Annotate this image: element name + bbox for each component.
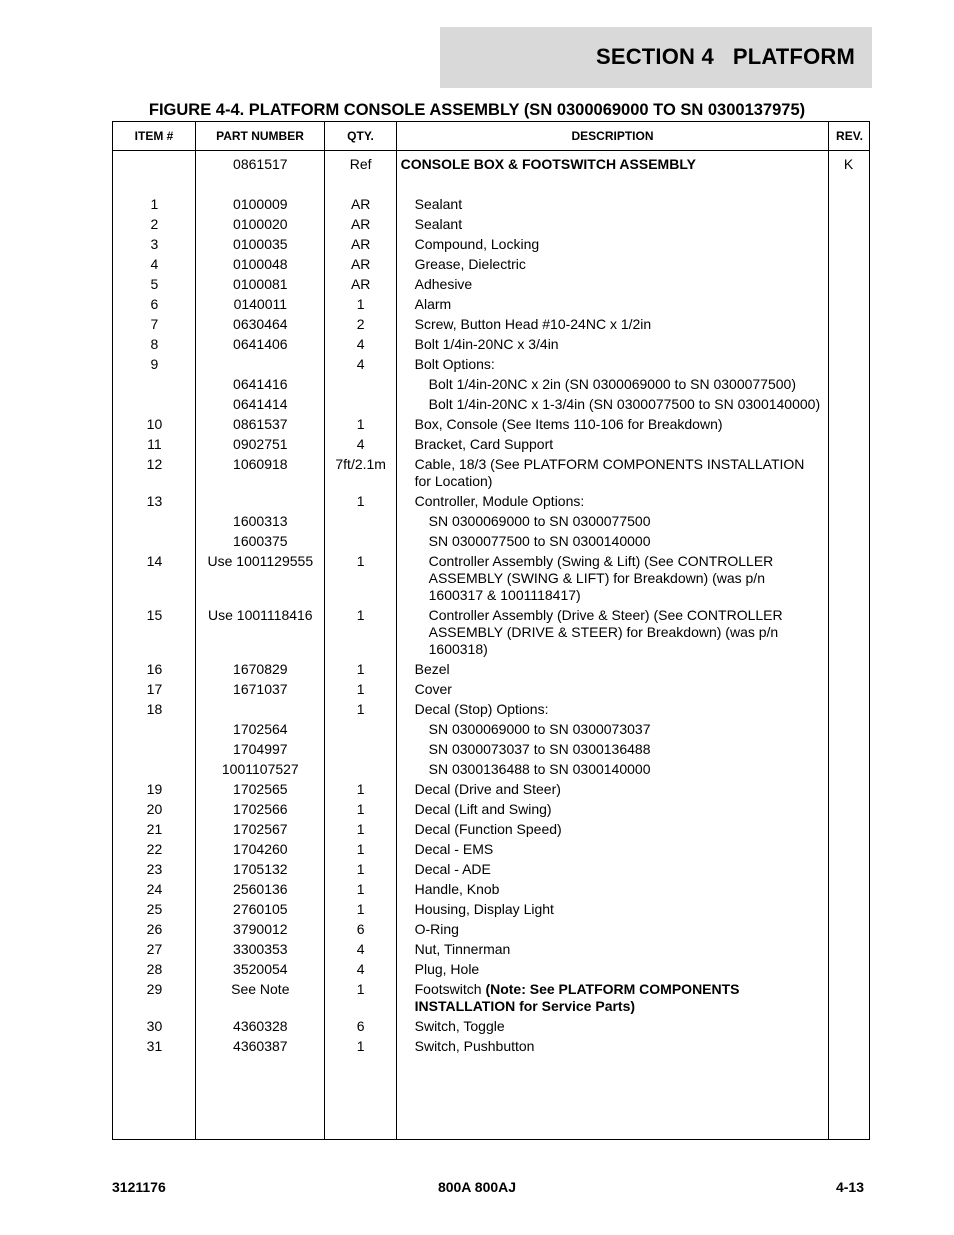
description-text: Nut, Tinnerman xyxy=(414,941,511,957)
table-row xyxy=(113,781,869,798)
description-cell xyxy=(397,901,828,918)
description-cell xyxy=(397,741,828,758)
description-cell xyxy=(397,396,828,413)
part-number-cell: 3790012 xyxy=(233,921,288,937)
qty-cell xyxy=(325,741,397,758)
table-row xyxy=(113,801,869,818)
header-rev: REV. xyxy=(836,129,863,143)
qty-cell: AR xyxy=(350,196,371,212)
qty-cell: 1 xyxy=(356,981,365,997)
description-cell xyxy=(397,1018,828,1035)
part-number-cell: 2760105 xyxy=(233,901,288,917)
description-cell xyxy=(397,533,828,550)
table-row xyxy=(113,921,869,938)
table-row xyxy=(113,493,869,510)
rev-cell xyxy=(828,921,869,938)
description-cell xyxy=(397,316,828,333)
header-description: DESCRIPTION xyxy=(571,129,654,143)
item-number-cell: 31 xyxy=(146,1038,163,1054)
description-cell xyxy=(397,356,828,373)
description-text: Decal - ADE xyxy=(414,861,491,877)
description-text: Decal (Lift and Swing) xyxy=(414,801,552,817)
item-number-cell: 17 xyxy=(146,681,163,697)
description-cell xyxy=(397,493,828,510)
qty-cell: AR xyxy=(350,256,371,272)
table-row xyxy=(113,376,869,393)
description-text: SN 0300073037 to SN 0300136488 xyxy=(428,741,651,757)
rev-cell xyxy=(828,553,869,604)
rev-cell xyxy=(828,941,869,958)
header-qty: QTY. xyxy=(347,129,374,143)
item-number-cell xyxy=(113,156,196,173)
rev-cell xyxy=(828,1038,869,1055)
qty-cell: AR xyxy=(350,276,371,292)
item-number-cell: 20 xyxy=(146,801,163,817)
rev-cell xyxy=(828,801,869,818)
rev-cell xyxy=(828,607,869,658)
table-row xyxy=(113,821,869,838)
table-row xyxy=(113,553,869,604)
description-cell xyxy=(397,761,828,778)
item-number-cell: 5 xyxy=(150,276,159,292)
rev-cell xyxy=(828,681,869,698)
qty-cell xyxy=(325,761,397,778)
rev-cell xyxy=(828,861,869,878)
qty-cell: 6 xyxy=(356,1018,365,1034)
item-number-cell: 4 xyxy=(150,256,159,272)
description-cell xyxy=(397,661,828,678)
item-number-cell: 24 xyxy=(146,881,163,897)
description-text: Sealant xyxy=(414,216,463,232)
part-number-cell: 0100020 xyxy=(233,216,288,232)
table-row xyxy=(113,607,869,658)
footer-model: 800A 800AJ xyxy=(437,1179,517,1195)
qty-cell: 1 xyxy=(356,553,365,569)
description-text: Handle, Knob xyxy=(414,881,500,897)
part-number-cell: 0100035 xyxy=(233,236,288,252)
description-text: Plug, Hole xyxy=(414,961,480,977)
item-number-cell xyxy=(113,533,196,550)
description-cell xyxy=(397,781,828,798)
table-row xyxy=(113,156,869,173)
item-number-cell: 21 xyxy=(146,821,163,837)
part-number-cell: 1702567 xyxy=(233,821,288,837)
qty-cell: 7ft/2.1m xyxy=(335,456,386,472)
description-cell xyxy=(397,861,828,878)
part-number-cell: 2560136 xyxy=(233,881,288,897)
description-text: SN 0300069000 to SN 0300077500 xyxy=(428,513,651,529)
description-text: Alarm xyxy=(414,296,452,312)
description-text: Switch, Pushbutton xyxy=(414,1038,535,1054)
description-text: Compound, Locking xyxy=(414,236,540,252)
rev-cell xyxy=(828,781,869,798)
description-cell xyxy=(397,961,828,978)
table-row xyxy=(113,256,869,273)
description-text: Bracket, Card Support xyxy=(414,436,554,452)
description-cell xyxy=(397,376,828,393)
item-number-cell: 19 xyxy=(146,781,163,797)
part-number-cell: 1702564 xyxy=(233,721,288,737)
part-number-cell: 0902751 xyxy=(233,436,288,452)
part-number-cell: 3300353 xyxy=(233,941,288,957)
part-number-cell: 0100009 xyxy=(233,196,288,212)
description-text: O-Ring xyxy=(414,921,459,937)
description-cell xyxy=(397,196,828,213)
rev-cell: K xyxy=(843,156,854,172)
item-number-cell: 16 xyxy=(146,661,163,677)
rev-cell xyxy=(828,533,869,550)
qty-cell: 1 xyxy=(356,841,365,857)
table-row xyxy=(113,1038,869,1055)
table-row xyxy=(113,296,869,313)
qty-cell: 1 xyxy=(356,681,365,697)
rev-cell xyxy=(828,901,869,918)
table-row xyxy=(113,961,869,978)
qty-cell: 1 xyxy=(356,861,365,877)
part-number-cell: 1001107527 xyxy=(221,761,299,777)
table-row xyxy=(113,721,869,738)
rev-cell xyxy=(828,513,869,530)
description-cell xyxy=(397,236,828,253)
item-number-cell xyxy=(113,761,196,778)
table-row xyxy=(113,316,869,333)
table-row xyxy=(113,533,869,550)
part-number-cell: 0641414 xyxy=(233,396,288,412)
part-number-cell: 1600375 xyxy=(233,533,288,549)
table-row xyxy=(113,416,869,433)
description-text: Decal (Function Speed) xyxy=(414,821,562,837)
part-number-cell: 0861537 xyxy=(233,416,288,432)
qty-cell: 1 xyxy=(356,881,365,897)
description-text: Controller Assembly (Swing & Lift) (See CONTROLLER ASSEMBLY (SWING & LIFT) for Breakdown) (was p/n 1600317 & 1001118417) xyxy=(428,553,774,603)
qty-cell: 1 xyxy=(356,493,365,509)
part-number-cell: 1671037 xyxy=(233,681,288,697)
description-cell xyxy=(397,216,828,233)
rev-cell xyxy=(828,296,869,313)
header-part-number: PART NUMBER xyxy=(216,129,304,143)
header-item: ITEM # xyxy=(134,129,174,143)
qty-cell: 1 xyxy=(356,1038,365,1054)
part-number-cell: 4360387 xyxy=(233,1038,288,1054)
description-text: Bezel xyxy=(414,661,450,677)
item-number-cell: 3 xyxy=(150,236,159,252)
description-text: Grease, Dielectric xyxy=(414,256,526,272)
description-cell xyxy=(397,721,828,738)
table-row xyxy=(113,436,869,453)
item-number-cell: 13 xyxy=(146,493,163,509)
description-text: Controller, Module Options: xyxy=(414,493,585,509)
table-row xyxy=(113,196,869,213)
part-number-cell: 1670829 xyxy=(233,661,288,677)
table-row xyxy=(113,761,869,778)
description-cell xyxy=(397,416,828,433)
description-text: Adhesive xyxy=(414,276,473,292)
section-title: SECTION 4 PLATFORM xyxy=(595,44,855,69)
part-number-cell: 1600313 xyxy=(233,513,288,529)
table-row xyxy=(113,861,869,878)
description-cell xyxy=(397,681,828,698)
description-text: Cable, 18/3 (See PLATFORM COMPONENTS INSTALLATION for Location) xyxy=(414,456,805,489)
description-note: (Note: See PLATFORM COMPONENTS INSTALLATION for Service Parts) xyxy=(414,981,740,1014)
part-number-cell xyxy=(196,356,325,373)
footer-doc-number: 3121176 xyxy=(112,1179,166,1195)
qty-cell: 4 xyxy=(356,941,365,957)
description-text: Housing, Display Light xyxy=(414,901,554,917)
description-text: Switch, Toggle xyxy=(414,1018,505,1034)
part-number-cell: 0641406 xyxy=(233,336,288,352)
description-cell xyxy=(397,821,828,838)
qty-cell: 1 xyxy=(356,296,365,312)
qty-cell: 1 xyxy=(356,661,365,677)
qty-cell: 4 xyxy=(356,356,365,372)
description-cell xyxy=(397,941,828,958)
item-number-cell: 10 xyxy=(146,416,163,432)
description-cell xyxy=(397,801,828,818)
table-row xyxy=(113,356,869,373)
item-number-cell: 23 xyxy=(146,861,163,877)
rev-cell xyxy=(828,661,869,678)
rev-cell xyxy=(828,396,869,413)
description-cell xyxy=(397,513,828,530)
table-row xyxy=(113,336,869,353)
description-cell xyxy=(397,553,828,604)
item-number-cell: 25 xyxy=(146,901,163,917)
part-number-cell xyxy=(196,493,325,510)
qty-cell: 2 xyxy=(356,316,365,332)
qty-cell: 6 xyxy=(356,921,365,937)
item-number-cell: 2 xyxy=(150,216,159,232)
qty-cell xyxy=(325,533,397,550)
table-row xyxy=(113,901,869,918)
item-number-cell xyxy=(113,396,196,413)
rev-cell xyxy=(828,701,869,718)
item-number-cell: 9 xyxy=(150,356,159,372)
description-cell xyxy=(397,881,828,898)
item-number-cell: 29 xyxy=(146,981,163,997)
qty-cell: 1 xyxy=(356,801,365,817)
table-row xyxy=(113,701,869,718)
qty-cell xyxy=(325,376,397,393)
rev-cell xyxy=(828,276,869,293)
table-row xyxy=(113,513,869,530)
item-number-cell: 15 xyxy=(146,607,163,623)
qty-cell: 1 xyxy=(356,901,365,917)
description-cell xyxy=(397,456,828,490)
description-cell xyxy=(397,276,828,293)
part-number-cell: 1704997 xyxy=(233,741,288,757)
part-number-cell: 3520054 xyxy=(233,961,288,977)
item-number-cell xyxy=(113,513,196,530)
footer-page-number: 4-13 xyxy=(835,1179,864,1195)
description-cell xyxy=(397,256,828,273)
description-text: Decal - EMS xyxy=(414,841,494,857)
description-text: Footswitch xyxy=(414,981,486,997)
description-cell xyxy=(397,607,828,658)
table-row xyxy=(113,236,869,253)
part-number-cell: 1060918 xyxy=(233,456,288,472)
qty-cell: 1 xyxy=(356,701,365,717)
description-cell xyxy=(397,156,828,173)
rev-cell xyxy=(828,981,869,1015)
rev-cell xyxy=(828,761,869,778)
description-text: CONSOLE BOX & FOOTSWITCH ASSEMBLY xyxy=(400,156,696,172)
qty-cell: 1 xyxy=(356,781,365,797)
table-body xyxy=(113,150,869,1055)
rev-cell xyxy=(828,216,869,233)
part-number-cell: Use 1001129555 xyxy=(207,553,314,569)
rev-cell xyxy=(828,841,869,858)
rev-cell xyxy=(828,456,869,490)
qty-cell: 4 xyxy=(356,961,365,977)
item-number-cell: 11 xyxy=(147,436,162,452)
item-number-cell: 28 xyxy=(146,961,163,977)
rev-cell xyxy=(828,356,869,373)
qty-cell: 1 xyxy=(356,821,365,837)
item-number-cell: 27 xyxy=(146,941,163,957)
description-cell xyxy=(397,981,828,1015)
item-number-cell: 26 xyxy=(146,921,163,937)
description-text: Bolt Options: xyxy=(414,356,495,372)
item-number-cell: 30 xyxy=(146,1018,163,1034)
description-cell xyxy=(397,701,828,718)
item-number-cell xyxy=(113,721,196,738)
table-row xyxy=(113,981,869,1015)
qty-cell xyxy=(325,396,397,413)
table-row xyxy=(113,881,869,898)
part-number-cell: Use 1001118416 xyxy=(208,607,313,623)
part-number-cell: 0630464 xyxy=(233,316,288,332)
description-text: SN 0300077500 to SN 0300140000 xyxy=(428,533,651,549)
part-number-cell: 0641416 xyxy=(233,376,288,392)
qty-cell xyxy=(325,721,397,738)
description-text: Cover xyxy=(414,681,452,697)
qty-cell: 4 xyxy=(356,436,365,452)
parts-table xyxy=(112,121,870,1140)
part-number-cell xyxy=(196,701,325,718)
table-row xyxy=(113,396,869,413)
part-number-cell: 0100081 xyxy=(233,276,288,292)
description-text: Box, Console (See Items 110-106 for Breakdown) xyxy=(414,416,723,432)
rev-cell xyxy=(828,436,869,453)
qty-cell: 4 xyxy=(356,336,365,352)
qty-cell: 1 xyxy=(356,607,365,623)
part-number-cell: 0861517 xyxy=(233,156,288,172)
qty-cell: AR xyxy=(350,216,371,232)
part-number-cell: 1702566 xyxy=(233,801,288,817)
description-text: Sealant xyxy=(414,196,463,212)
table-row xyxy=(113,661,869,678)
part-number-cell: 1704260 xyxy=(233,841,288,857)
qty-cell: AR xyxy=(350,236,371,252)
table-row xyxy=(113,456,869,490)
part-number-cell: 0140011 xyxy=(233,296,288,312)
description-cell xyxy=(397,841,828,858)
item-number-cell xyxy=(113,376,196,393)
description-text: SN 0300136488 to SN 0300140000 xyxy=(428,761,651,777)
rev-cell xyxy=(828,336,869,353)
table-row xyxy=(113,941,869,958)
rev-cell xyxy=(828,316,869,333)
table-row xyxy=(113,276,869,293)
section-header-box xyxy=(440,27,872,88)
description-cell xyxy=(397,296,828,313)
item-number-cell: 8 xyxy=(150,336,159,352)
part-number-cell: 1705132 xyxy=(233,861,288,877)
rev-cell xyxy=(828,1018,869,1035)
item-number-cell: 12 xyxy=(146,456,163,472)
item-number-cell: 22 xyxy=(146,841,163,857)
description-text: Decal (Stop) Options: xyxy=(414,701,549,717)
table-row xyxy=(113,741,869,758)
description-cell xyxy=(397,436,828,453)
table-row xyxy=(113,1018,869,1035)
table-row xyxy=(113,841,869,858)
rev-cell xyxy=(828,196,869,213)
description-cell xyxy=(397,1038,828,1055)
item-number-cell: 6 xyxy=(150,296,159,312)
rev-cell xyxy=(828,376,869,393)
rev-cell xyxy=(828,416,869,433)
rev-cell xyxy=(828,961,869,978)
table-row xyxy=(113,216,869,233)
description-cell xyxy=(397,336,828,353)
item-number-cell: 14 xyxy=(146,553,163,569)
rev-cell xyxy=(828,493,869,510)
description-text: Screw, Button Head #10-24NC x 1/2in xyxy=(414,316,652,332)
description-text: Bolt 1/4in-20NC x 2in (SN 0300069000 to SN 0300077500) xyxy=(428,376,796,392)
part-number-cell: 4360328 xyxy=(233,1018,288,1034)
part-number-cell: 1702565 xyxy=(233,781,288,797)
table-row xyxy=(113,681,869,698)
qty-cell: 1 xyxy=(356,416,365,432)
item-number-cell: 1 xyxy=(150,196,159,212)
qty-cell xyxy=(325,513,397,530)
description-text: Bolt 1/4in-20NC x 3/4in xyxy=(414,336,559,352)
rev-cell xyxy=(828,741,869,758)
rev-cell xyxy=(828,236,869,253)
description-cell xyxy=(397,921,828,938)
rev-cell xyxy=(828,881,869,898)
part-number-cell: 0100048 xyxy=(233,256,288,272)
part-number-cell: See Note xyxy=(231,981,290,997)
description-text: Bolt 1/4in-20NC x 1-3/4in (SN 0300077500 to SN 0300140000) xyxy=(428,396,821,412)
rev-cell xyxy=(828,821,869,838)
qty-cell: Ref xyxy=(349,156,372,172)
rev-cell xyxy=(828,721,869,738)
item-number-cell: 18 xyxy=(146,701,163,717)
rev-cell xyxy=(828,256,869,273)
item-number-cell: 7 xyxy=(150,316,159,332)
figure-title: FIGURE 4-4. PLATFORM CONSOLE ASSEMBLY (SN 0300069000 TO SN 0300137975) xyxy=(148,101,806,119)
item-number-cell xyxy=(113,741,196,758)
description-text: Decal (Drive and Steer) xyxy=(414,781,561,797)
description-text: Controller Assembly (Drive & Steer) (See CONTROLLER ASSEMBLY (DRIVE & STEER) for Breakdown) (was p/n 1600318) xyxy=(428,607,783,657)
description-text: SN 0300069000 to SN 0300073037 xyxy=(428,721,651,737)
